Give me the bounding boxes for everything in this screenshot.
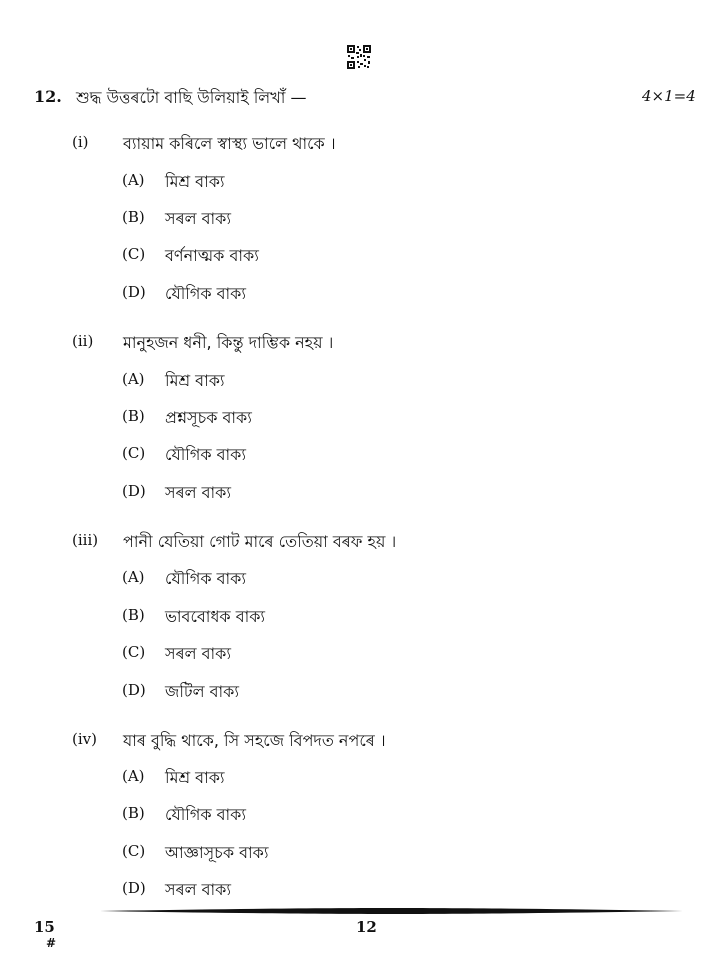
option-text-iii-c: সৰল বাক্য [165, 644, 231, 663]
option-label-iii-a: (A) [122, 568, 145, 586]
option-text-ii-b: প্ৰশ্নসূচক বাক্য [165, 408, 252, 427]
option-text-ii-c: যৌগিক বাক্য [165, 445, 247, 464]
option-text-iii-a: যৌগিক বাক্য [165, 569, 247, 588]
subquestion-label-iii: (iii) [72, 531, 99, 549]
option-label-ii-c: (C) [122, 444, 146, 462]
option-label-iii-c: (C) [122, 643, 146, 661]
option-text-i-d: যৌগিক বাক্য [165, 284, 247, 303]
option-text-iii-b: ভাববোধক বাক্য [165, 607, 266, 626]
footer-hash: # [46, 936, 57, 950]
subquestion-label-iv: (iv) [72, 730, 97, 748]
option-text-i-b: সৰল বাক্য [165, 209, 231, 228]
option-text-iv-d: সৰল বাক্য [165, 880, 231, 899]
subquestion-label-ii: (ii) [72, 332, 94, 350]
option-label-i-b: (B) [122, 208, 145, 226]
subquestion-text-iii: পানী যেতিয়া গোট মাৰে তেতিয়া বৰফ হয় । [123, 532, 397, 551]
option-label-i-a: (A) [122, 171, 145, 189]
option-text-i-c: বৰ্ণনাত্মক বাক্য [165, 246, 259, 265]
option-label-iv-b: (B) [122, 804, 145, 822]
option-text-iii-d: জটিল বাক্য [165, 682, 239, 701]
option-label-iii-d: (D) [122, 681, 146, 699]
subquestion-label-i: (i) [72, 133, 89, 151]
option-text-iv-c: আজ্ঞাসূচক বাক্য [165, 843, 269, 862]
option-label-iv-d: (D) [122, 879, 146, 897]
option-text-iv-a: মিশ্ৰ বাক্য [165, 768, 225, 787]
option-label-iv-a: (A) [122, 767, 145, 785]
footer-code: 15 [34, 918, 55, 936]
option-text-ii-a: মিশ্ৰ বাক্য [165, 371, 225, 390]
footer-divider [100, 907, 683, 915]
option-label-i-d: (D) [122, 283, 146, 301]
subquestion-text-i: ব্যায়াম কৰিলে স্বাস্থ্য ভালে থাকে । [123, 134, 336, 153]
option-label-iii-b: (B) [122, 606, 145, 624]
option-label-i-c: (C) [122, 245, 146, 263]
question-prompt: শুদ্ধ উত্তৰটো বাছি উলিয়াই লিখাঁ — [76, 88, 307, 107]
marks-allocation: 4×1=4 [642, 87, 696, 105]
option-label-ii-a: (A) [122, 370, 145, 388]
option-text-iv-b: যৌগিক বাক্য [165, 805, 247, 824]
option-text-ii-d: সৰল বাক্য [165, 483, 231, 502]
subquestion-text-ii: মানুহজন ধনী, কিন্তু দাম্ভিক নহয় । [123, 333, 334, 352]
qr-code-icon [346, 44, 372, 70]
page-number: 12 [356, 918, 377, 936]
option-label-ii-d: (D) [122, 482, 146, 500]
option-label-ii-b: (B) [122, 407, 145, 425]
option-label-iv-c: (C) [122, 842, 146, 860]
subquestion-text-iv: যাৰ বুদ্ধি থাকে, সি সহজে বিপদত নপৰে । [123, 731, 386, 750]
question-number: 12. [34, 87, 62, 106]
option-text-i-a: মিশ্ৰ বাক্য [165, 172, 225, 191]
